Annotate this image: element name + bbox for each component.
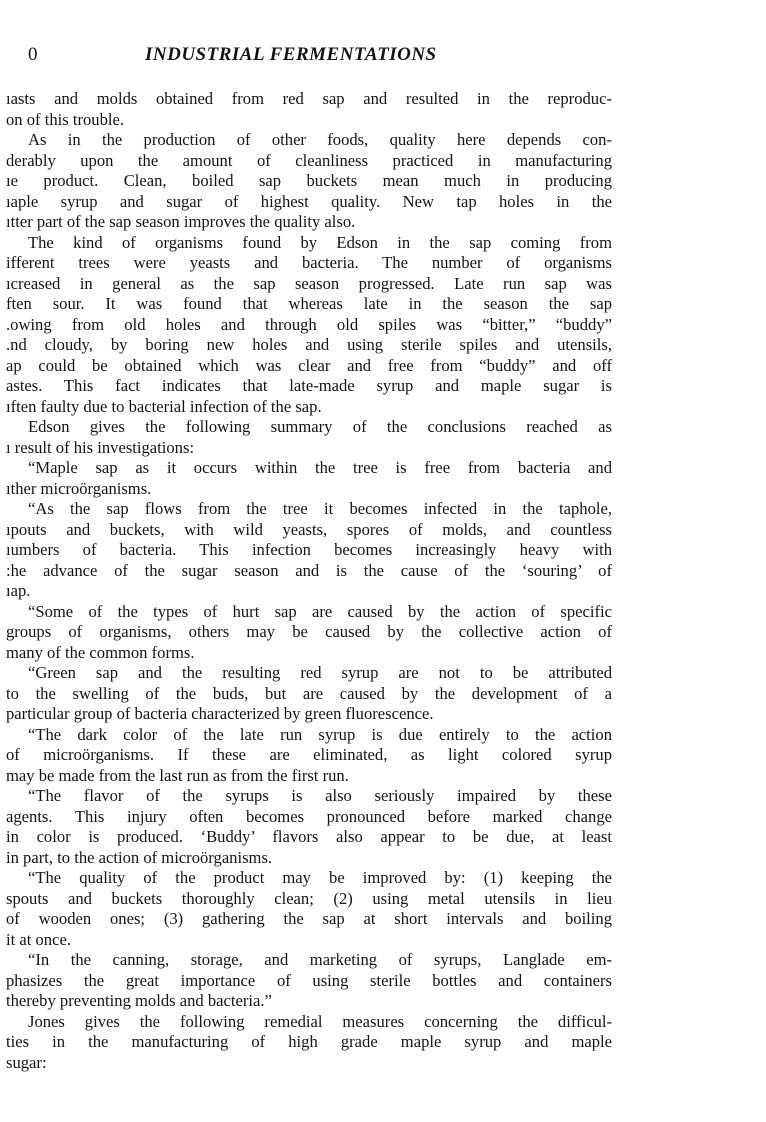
text-line: “The flavor of the syrups is also seriously impaired by these [28,786,612,805]
text-line: to the swelling of the buds, but are caused by the development of a [6,683,612,703]
text-line: Edson gives the following summary of the conclusions reached as [28,417,612,436]
text-line: many of the common forms. [6,642,195,662]
text-line: ıasts and molds obtained from red sap and resulted in the reproduc- [6,89,612,108]
body-text [6,89,612,1073]
text-line: ıe product. Clean, boiled sap buckets mean much in producing [6,171,612,190]
text-line: sugar: [6,1052,47,1072]
text-line: ıumbers of bacteria. This infection becomes increasingly heavy with [6,540,612,559]
text-line: “As the sap flows from the tree it becomes infected in the taphole, [28,499,612,518]
text-line: .nd cloudy, by boring new holes and using sterile spiles and utensils, [6,335,612,354]
text-line: ifferent trees were yeasts and bacteria. The number of organisms [6,253,612,272]
text-line: particular group of bacteria characterized by green fluorescence. [6,704,434,723]
text-line: astes. This fact indicates that late-made syrup and maple sugar is [6,376,612,395]
text-line: ıap. [6,581,31,600]
text-line: of microörganisms. If these are eliminated, as light colored syrup [6,745,612,764]
text-line: .owing from old holes and through old spiles was “bitter,” “buddy” [6,314,612,334]
text-line: may be made from the last run as from the first run. [6,765,349,785]
text-line: ties in the manufacturing of high grade maple syrup and maple [6,1032,612,1051]
text-line: ap could be obtained which was clear and free from “buddy” and off [6,355,612,375]
text-line: “The dark color of the late run syrup is due entirely to the action [28,724,612,744]
text-line: ıpouts and buckets, with wild yeasts, spores of molds, and countless [6,519,612,539]
text-line: ı result of his investigations: [6,437,195,457]
page-number: 0 [28,44,38,65]
text-line: “Green sap and the resulting red syrup are not to be attributed [28,663,612,682]
text-line: “Maple sap as it occurs within the tree is free from bacteria and [28,458,612,477]
text-line: derably upon the amount of cleanliness practiced in manufacturing [6,150,612,170]
page-header [28,44,608,72]
text-line: in color is produced. ‘Buddy’ flavors also appear to be due, at least [6,827,612,846]
text-line: ften sour. It was found that whereas late in the season the sap [6,294,612,313]
text-line: phasizes the great importance of using sterile bottles and containers [6,970,612,990]
text-line: “In the canning, storage, and marketing of syrups, Langlade em- [28,950,612,969]
text-line: ıften faulty due to bacterial infection of the sap. [6,396,322,416]
text-line: Jones gives the following remedial measures concerning the difficul- [28,1011,612,1031]
text-line: ıcreased in general as the sap season progressed. Late run sap was [6,273,612,293]
text-line: in part, to the action of microörganisms. [6,847,273,867]
text-line: thereby preventing molds and bacteria.” [6,991,272,1010]
text-line: As in the production of other foods, quality here depends con- [28,130,612,149]
text-line: “Some of the types of hurt sap are caused by the action of specific [28,601,612,621]
running-title: INDUSTRIAL FERMENTATIONS [145,44,437,65]
text-line: The kind of organisms found by Edson in the sap coming from [28,232,612,252]
text-line: ıaple syrup and sugar of highest quality. New tap holes in the [6,191,612,211]
text-line: ıther microörganisms. [6,478,152,498]
text-line: :he advance of the sugar season and is the cause of the ‘souring’ of [6,560,612,580]
text-line: spouts and buckets thoroughly clean; (2) using metal utensils in lieu [6,888,612,908]
text-line: “The quality of the product may be improved by: (1) keeping the [28,868,612,887]
text-line: ıtter part of the sap season improves the quality also. [6,212,356,231]
text-line: groups of organisms, others may be caused by the collective action of [6,622,612,641]
text-line: it at once. [6,929,71,949]
text-line: of wooden ones; (3) gathering the sap at short intervals and boiling [6,909,612,928]
text-line: on of this trouble. [6,109,124,129]
text-line: agents. This injury often becomes pronounced before marked change [6,806,612,826]
